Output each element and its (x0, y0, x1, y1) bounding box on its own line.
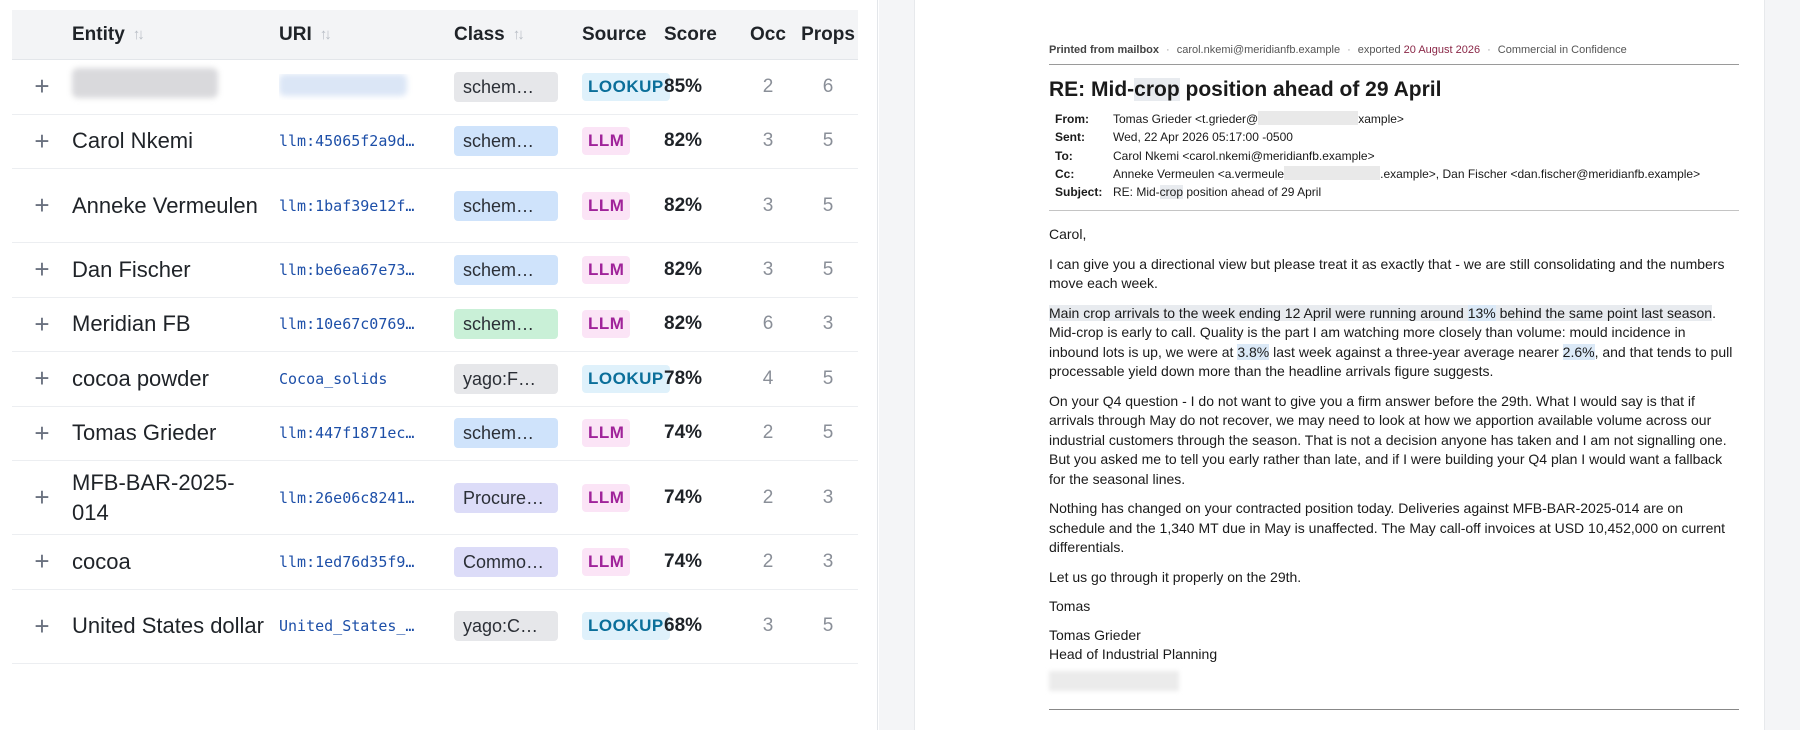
score-value: 82% (664, 313, 703, 335)
redaction (1049, 671, 1179, 691)
add-entity-button[interactable]: + (34, 610, 50, 641)
table-row[interactable] (12, 352, 858, 407)
entity-name: cocoa powder (72, 365, 209, 391)
signature-name: Tomas Grieder (1049, 626, 1141, 643)
redaction (1258, 111, 1358, 125)
props-value: 5 (822, 258, 834, 280)
score-value: 82% (664, 194, 703, 216)
props-value: 3 (822, 486, 834, 508)
add-entity-button[interactable]: + (34, 71, 50, 102)
class-chip[interactable]: schem… (454, 126, 558, 156)
email-subject-title: RE: Mid-crop position ahead of 29 April (1049, 78, 1442, 101)
class-chip[interactable]: Procure… (454, 483, 558, 513)
props-value: 6 (822, 75, 834, 97)
entity-uri[interactable]: llm:be6ea67e73… (279, 260, 415, 279)
entity-table (12, 10, 858, 664)
from-value: Tomas Grieder <t.grieder@ xample> (1113, 112, 1404, 126)
document-viewer (879, 0, 1800, 730)
add-entity-button[interactable]: + (34, 482, 50, 512)
print-header-line: Printed from mailbox · carol.nkemi@meridianfb.example · exported 20 August 2026 · Commercial in Confidence (1049, 44, 1627, 56)
add-entity-button[interactable]: + (34, 125, 50, 156)
score-value: 85% (664, 75, 703, 97)
sort-icon[interactable]: ↑↓ (132, 25, 142, 43)
props-value: 3 (822, 550, 834, 572)
email-headers: From: Tomas Grieder <t.grieder@ xample> Sent: Wed, 22 Apr 2026 05:17:00 -0500 To: Carol Nkemi <carol.nkemi@meridianfb.example> Cc: Anneke Vermeulen <a.vermeule .example>, Dan Fischer <dan.fischer@meridianfb.example> Subject: RE: Mid-crop position ahead of 29 April (1049, 110, 1739, 201)
email-body: Carol, I can give you a directional view but please treat it as exactly that - we are still consolidating and the numbers move each week. Main crop arrivals to the week ending 12 April were running around 13% behind the same point last season. Mid-crop is early to call. Quality is the part I am watching more closely than volume: mould incidence in inbound lots is up, we were at 3.8% last week against a three-year average nearer 2.6%, and that tends to pull processable yield down more than the headline arrivals figure suggests. On your Q4 question - I do not want to give you a firm answer before the 29th. What I would say is that if arrivals through May do not recover, we may need to look at how we apportion available volume across our industrial customers through the season. That is not a decision anyone has taken and I am not signalling one. But you asked me to tell you early rather than late, and if I were building your Q4 plan I would want a fallback for the seasonal lines. Nothing has changed on your contracted position today. Deliveries against MFB-BAR-2025-014 are on schedule and the 1,340 MT due in May is unaffected. The May call-off invoices at USD 10,452,000 on current differentials. Let us go through it properly on the 29th. Tomas Tomas Grieder Head of Industrial Planning (1049, 225, 1739, 691)
document-page (915, 0, 1764, 730)
occ-value: 2 (762, 550, 774, 572)
col-uri-header[interactable]: URI ↑↓ (279, 23, 329, 45)
sort-icon[interactable]: ↑↓ (319, 26, 329, 43)
entity-uri[interactable]: llm:1baf39e12f… (279, 196, 415, 215)
class-chip[interactable]: Commo… (454, 547, 558, 577)
add-entity-button[interactable]: + (34, 546, 50, 577)
col-entity-header[interactable]: Entity ↑↓ (72, 20, 279, 50)
occ-value: 2 (762, 75, 774, 97)
source-badge: LOOKUP (582, 365, 670, 393)
subject-value: RE: Mid-crop position ahead of 29 April (1113, 185, 1322, 200)
entity-name: MFB-BAR-2025-014 (72, 469, 235, 525)
entity-uri[interactable]: llm:26e06c8241… (279, 488, 415, 507)
occ-value: 6 (762, 313, 774, 335)
entity-name: cocoa (72, 548, 131, 574)
sent-value: Wed, 22 Apr 2026 05:17:00 -0500 (1113, 130, 1293, 145)
table-row[interactable] (12, 535, 858, 590)
add-entity-button[interactable]: + (34, 417, 50, 448)
props-value: 5 (822, 194, 834, 216)
class-chip[interactable]: schem… (454, 255, 558, 285)
divider (1049, 64, 1739, 65)
table-row[interactable] (12, 60, 858, 115)
redaction (72, 68, 218, 98)
class-chip[interactable]: yago:F… (454, 364, 558, 394)
table-row[interactable] (12, 115, 858, 170)
source-badge: LLM (582, 484, 630, 512)
occ-value: 3 (762, 130, 774, 152)
redaction (1284, 166, 1380, 180)
table-row[interactable] (12, 298, 858, 353)
source-badge: LOOKUP (582, 612, 670, 640)
source-badge: LLM (582, 127, 630, 155)
table-header (12, 10, 858, 60)
entity-name: Meridian FB (72, 311, 191, 337)
add-entity-button[interactable]: + (34, 190, 50, 220)
score-value: 74% (664, 486, 703, 508)
class-chip[interactable]: schem… (454, 191, 558, 221)
to-value: Carol Nkemi <carol.nkemi@meridianfb.example> (1113, 148, 1375, 163)
entity-uri[interactable]: United_States_… (279, 617, 415, 635)
col-source-header: Source (582, 23, 647, 45)
table-row[interactable] (12, 407, 858, 462)
occ-value: 3 (762, 615, 774, 636)
add-entity-button[interactable]: + (34, 308, 50, 339)
table-row[interactable] (12, 590, 858, 664)
source-badge: LLM (582, 419, 630, 447)
table-row[interactable] (12, 169, 858, 243)
entity-name (72, 68, 279, 106)
score-value: 82% (664, 130, 703, 152)
score-value: 74% (664, 550, 703, 572)
entity-panel (0, 0, 878, 730)
occ-value: 3 (762, 258, 774, 280)
entity-name: United States dollar (72, 613, 264, 638)
table-body (12, 60, 858, 664)
class-chip[interactable]: yago:C… (454, 611, 558, 641)
score-value: 82% (664, 258, 703, 280)
score-value: 78% (664, 367, 703, 389)
entity-uri[interactable]: llm:45065f2a9d… (279, 132, 415, 151)
paragraph-arrivals: Main crop arrivals to the week ending 12 April were running around 13% behind the same point last season. Mid-crop is early to call. Quality is the part I am watching more closely than volume: mould incidence in inbound lots is up, we were at 3.8% last week against a three-year average nearer 2.6%, and that tends to pull processable yield down more than the headline arrivals figure suggests. (1049, 304, 1733, 380)
entity-uri[interactable] (279, 74, 454, 100)
cc-value: Anneke Vermeulen <a.vermeule .example>, Dan Fischer <dan.fischer@meridianfb.example> (1113, 166, 1701, 181)
col-props-header: Props (801, 23, 855, 45)
redaction (279, 74, 407, 96)
source-badge: LOOKUP (582, 73, 670, 101)
entity-uri[interactable]: llm:447f1871ec… (279, 424, 415, 443)
occ-value: 2 (762, 422, 774, 444)
table-row[interactable] (12, 461, 858, 535)
col-score-header: Score (664, 23, 717, 45)
entity-uri[interactable]: llm:10e67c0769… (279, 315, 415, 334)
add-entity-button[interactable]: + (34, 363, 50, 394)
entity-name: Dan Fischer (72, 256, 191, 282)
divider (1049, 709, 1739, 710)
entity-name: Tomas Grieder (72, 420, 217, 446)
class-chip[interactable]: schem… (454, 72, 558, 102)
entity-name: Carol Nkemi (72, 128, 194, 154)
occ-value: 3 (762, 194, 774, 216)
email-document (1049, 44, 1739, 710)
add-entity-button[interactable]: + (34, 254, 50, 285)
class-chip[interactable]: schem… (454, 309, 558, 339)
occ-value: 2 (762, 486, 774, 508)
col-occ-header: Occ (750, 23, 786, 45)
signature-title: Head of Industrial Planning (1049, 646, 1218, 663)
class-chip[interactable]: schem… (454, 418, 558, 448)
entity-uri[interactable]: llm:1ed76d35f9… (279, 552, 415, 571)
score-value: 74% (664, 422, 703, 444)
props-value: 3 (822, 313, 834, 335)
props-value: 5 (822, 367, 834, 389)
entity-uri[interactable]: Cocoa_solids (279, 369, 388, 388)
occ-value: 4 (762, 367, 774, 389)
divider (1049, 210, 1739, 211)
source-badge: LLM (582, 310, 630, 338)
props-value: 5 (822, 615, 834, 636)
entity-name: Anneke Vermeulen (72, 192, 258, 218)
source-badge: LLM (582, 548, 630, 576)
props-value: 5 (822, 130, 834, 152)
col-class-header[interactable]: Class ↑↓ (454, 23, 522, 45)
score-value: 68% (664, 615, 703, 636)
props-value: 5 (822, 422, 834, 444)
source-badge: LLM (582, 192, 630, 220)
table-row[interactable] (12, 243, 858, 298)
source-badge: LLM (582, 256, 630, 284)
sort-icon[interactable]: ↑↓ (512, 26, 522, 43)
